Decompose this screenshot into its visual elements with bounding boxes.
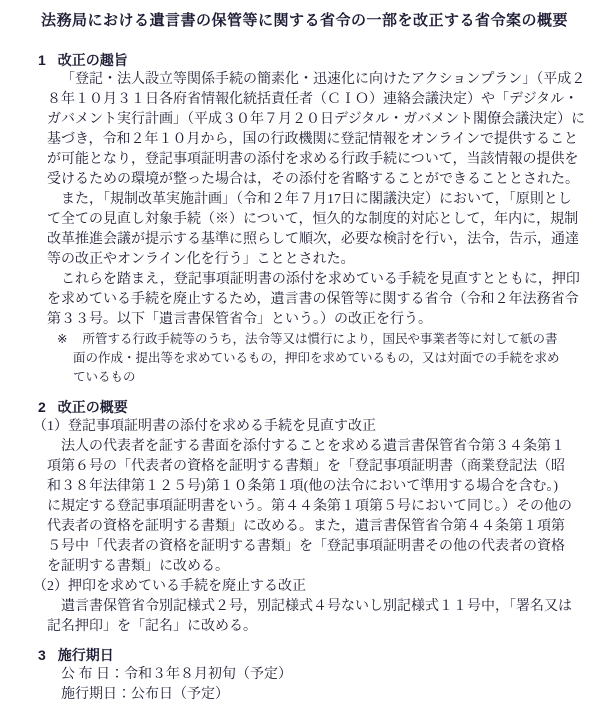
text-line: を証明する書類」に改める。	[47, 559, 229, 574]
text-line: て全ての見直し対象手続（※）について，恒久的な制度的対応として，年内に，規制	[47, 212, 579, 227]
paragraph-block	[0, 270, 609, 330]
section-number: 1	[38, 52, 46, 68]
text-line: 基づき，令和２年１０月から，国の行政機関に登記情報をオンラインで提供すること	[47, 132, 579, 147]
text-line: を求めている手続を廃止するため，遺言書の保管等に関する省令（令和２年法務省令	[47, 292, 579, 307]
text-line: ５号中「代表者の資格を証明する書類」を「登記事項証明書その他の代表者の資格	[47, 539, 565, 554]
note-block	[0, 330, 609, 387]
note-line: ているもの	[73, 370, 136, 384]
paragraph-block	[0, 597, 609, 637]
text-line: 施行期日：公布日（予定）	[61, 687, 229, 702]
text-line: 受けるための環境が整った場合は，その添付を省略することができることとされた。	[47, 172, 579, 187]
text-line: 「登記・法人設立等関係手続の簡素化・迅速化に向けたアクションプラン」（平成２	[61, 72, 586, 87]
text-line: 遺言書保管省令別記様式２号，別記様式４号ないし別記様式１１号中，「署名又は	[61, 599, 572, 614]
subsection-number: （1）	[33, 419, 68, 434]
paragraph-block	[0, 190, 609, 270]
section-1	[0, 50, 609, 387]
section-heading-label: 改正の概要	[57, 399, 128, 415]
section-heading	[38, 50, 609, 70]
document-title: 法務局における遺言書の保管等に関する省令の一部を改正する省令案の概要	[40, 12, 568, 29]
text-line: 項第６号の「代表者の資格を証明する書類」を「登記事項証明書（商業登記法（昭	[47, 459, 565, 474]
subsection-number: （2）	[33, 579, 68, 594]
text-line: 法人の代表者を証する書面を添付することを求める遺言書保管省令第３４条第１	[61, 439, 565, 454]
text-line: また，「規制改革実施計画」（令和２年７月17日に閣議決定）において，「原則とし	[61, 192, 572, 207]
text-line: が可能となり，登記事項証明書の添付を求める行政手続について，当該情報の提供を	[47, 152, 579, 167]
plain-block	[0, 665, 609, 705]
section-number: 3	[38, 647, 46, 663]
text-line: 代表者の資格を証明する書類」に改める。また，遺言書保管省令第４４条第１項第	[47, 519, 565, 534]
subsection-heading	[33, 417, 609, 437]
text-line: これらを踏まえ，登記事項証明書の添付を求めている手続を見直すとともに，押印	[61, 272, 580, 287]
section-heading	[38, 645, 609, 665]
section-heading-label: 改正の趣旨	[57, 52, 128, 68]
text-line: 公 布 日：令和３年８月初旬（予定）	[61, 667, 292, 682]
subsection-heading-label: 押印を求めている手続を廃止する改正	[68, 579, 306, 594]
note-marker: ※	[57, 332, 68, 346]
text-line: ガバメント実行計画」（平成３０年７月２０日デジタル・ガバメント閣僚会議決定）に	[47, 112, 586, 127]
paragraph-block	[0, 437, 609, 577]
paragraph-block	[0, 70, 609, 190]
text-line: 和３８年法律第１２５号)第１０条第１項(他の法令において準用する場合を含む。)	[47, 479, 558, 494]
section-number: 2	[38, 399, 46, 415]
text-line: 記名押印」を「記名」に改める。	[47, 619, 257, 634]
section-3	[0, 645, 609, 705]
section-2	[0, 397, 609, 637]
document-body	[0, 50, 609, 705]
subsection-heading	[33, 577, 609, 597]
subsection-heading-label: 登記事項証明書の添付を求める手続を見直す改正	[68, 419, 376, 434]
note-line: ※ 所管する行政手続等のうち，法令等又は慣行により，国民や事業者等に対して紙の書	[57, 332, 558, 346]
text-line: 第３３号。以下「遺言書保管省令」という。）の改正を行う。	[47, 312, 432, 327]
section-heading	[38, 397, 609, 417]
note-line: 面の作成・提出等を求めているもの，押印を求めているもの，又は対面での手続を求め	[73, 351, 560, 365]
text-line: ８年１０月３１日各府省情報化統括責任者（ＣＩＯ）連絡会議決定）や「デジタル・	[47, 92, 579, 107]
text-line: に規定する登記事項証明書をいう。第４４条第１項第５号において同じ。）その他の	[47, 499, 572, 514]
text-line: 等の改正やオンライン化を行う」こととされた。	[47, 252, 355, 267]
section-heading-label: 施行期日	[57, 647, 114, 663]
text-line: 改革推進会議が提示する基準に照らして順次，必要な検討を行い，法令，告示，通達	[47, 232, 579, 247]
